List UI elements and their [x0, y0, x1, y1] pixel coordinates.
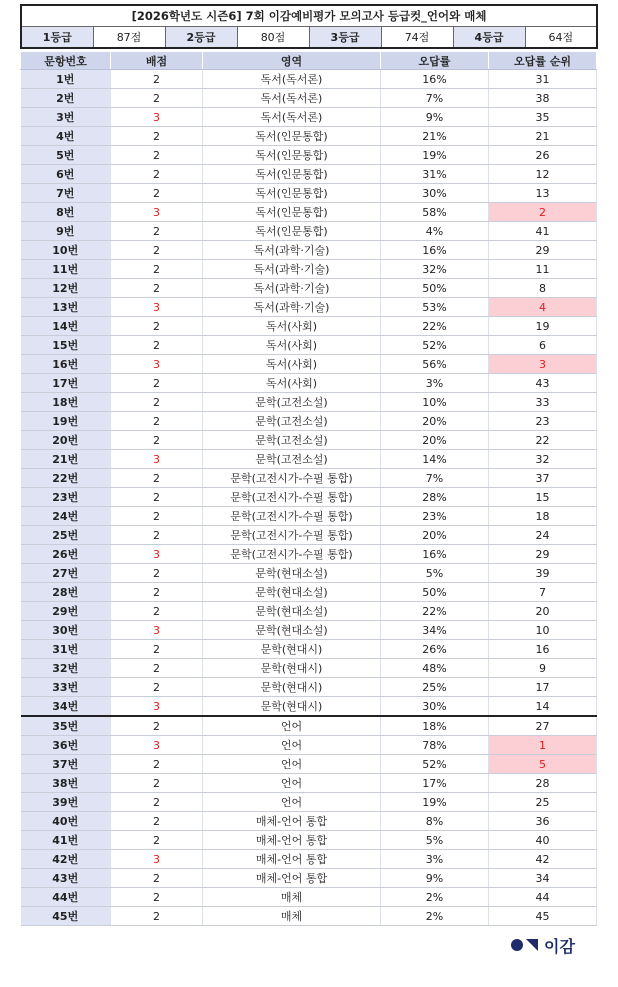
- question-number: 8번: [21, 203, 111, 222]
- error-rate-cell: 16%: [381, 70, 489, 89]
- col-header-error-rate: 오답률: [381, 52, 489, 70]
- error-rate-cell: 7%: [381, 469, 489, 488]
- table-row: [21, 374, 597, 393]
- error-rate-cell: 52%: [381, 755, 489, 774]
- table-row: [21, 298, 597, 317]
- grade-row: [21, 27, 597, 49]
- error-rank-cell: 44: [489, 888, 597, 907]
- points-cell: 2: [111, 888, 203, 907]
- error-rank-cell: 21: [489, 127, 597, 146]
- area-cell: 독서(사회): [203, 336, 381, 355]
- question-number: 3번: [21, 108, 111, 127]
- table-row: [21, 108, 597, 127]
- table-row: [21, 621, 597, 640]
- error-rate-cell: 18%: [381, 716, 489, 736]
- error-rate-cell: 53%: [381, 298, 489, 317]
- error-rank-cell: 24: [489, 526, 597, 545]
- question-number: 26번: [21, 545, 111, 564]
- error-rate-cell: 9%: [381, 108, 489, 127]
- error-rank-cell: 7: [489, 583, 597, 602]
- question-number: 23번: [21, 488, 111, 507]
- table-row: [21, 146, 597, 165]
- area-cell: 매체-언어 통합: [203, 812, 381, 831]
- points-cell: 2: [111, 755, 203, 774]
- points-cell: 2: [111, 831, 203, 850]
- area-cell: 독서(인문통합): [203, 127, 381, 146]
- table-row: [21, 602, 597, 621]
- table-row: [21, 526, 597, 545]
- error-rank-cell: 9: [489, 659, 597, 678]
- points-cell: 3: [111, 850, 203, 869]
- error-rank-cell: 25: [489, 793, 597, 812]
- question-number: 35번: [21, 716, 111, 736]
- points-cell: 2: [111, 165, 203, 184]
- question-number: 9번: [21, 222, 111, 241]
- question-number: 10번: [21, 241, 111, 260]
- area-cell: 문학(현대시): [203, 659, 381, 678]
- area-cell: 문학(현대시): [203, 697, 381, 717]
- question-number: 17번: [21, 374, 111, 393]
- points-cell: 2: [111, 774, 203, 793]
- brand-logo: [511, 933, 575, 957]
- error-rate-cell: 14%: [381, 450, 489, 469]
- table-row: [21, 241, 597, 260]
- area-cell: 매체-언어 통합: [203, 831, 381, 850]
- error-rate-cell: 4%: [381, 222, 489, 241]
- question-number: 14번: [21, 317, 111, 336]
- question-number: 41번: [21, 831, 111, 850]
- error-rank-cell: 6: [489, 336, 597, 355]
- error-rank-cell: 27: [489, 716, 597, 736]
- points-cell: 2: [111, 583, 203, 602]
- question-number: 31번: [21, 640, 111, 659]
- points-cell: 3: [111, 545, 203, 564]
- area-cell: 문학(현대소설): [203, 583, 381, 602]
- area-cell: 독서(인문통합): [203, 222, 381, 241]
- area-cell: 문학(현대시): [203, 678, 381, 697]
- table-row: [21, 583, 597, 602]
- table-row: [21, 640, 597, 659]
- error-rate-cell: 19%: [381, 793, 489, 812]
- table-row: [21, 127, 597, 146]
- question-number: 38번: [21, 774, 111, 793]
- table-row: [21, 812, 597, 831]
- error-rate-cell: 26%: [381, 640, 489, 659]
- question-number: 16번: [21, 355, 111, 374]
- question-number: 28번: [21, 583, 111, 602]
- table-row: [21, 888, 597, 907]
- error-rank-cell: 10: [489, 621, 597, 640]
- area-cell: 문학(고전시가-수필 통합): [203, 526, 381, 545]
- table-row: [21, 89, 597, 108]
- question-number: 36번: [21, 736, 111, 755]
- error-rate-cell: 19%: [381, 146, 489, 165]
- table-row: [21, 716, 597, 736]
- table-row: [21, 564, 597, 583]
- area-cell: 독서(과학·기술): [203, 241, 381, 260]
- question-number: 21번: [21, 450, 111, 469]
- error-rank-cell: 40: [489, 831, 597, 850]
- points-cell: 2: [111, 279, 203, 298]
- error-rank-cell: 4: [489, 298, 597, 317]
- area-cell: 문학(고전소설): [203, 450, 381, 469]
- question-number: 22번: [21, 469, 111, 488]
- table-row: [21, 831, 597, 850]
- error-rank-cell: 23: [489, 412, 597, 431]
- grade-label: 4등급: [453, 27, 525, 49]
- error-rate-cell: 58%: [381, 203, 489, 222]
- error-rate-cell: 5%: [381, 831, 489, 850]
- points-cell: 2: [111, 564, 203, 583]
- error-rate-cell: 48%: [381, 659, 489, 678]
- points-cell: 2: [111, 640, 203, 659]
- error-rate-cell: 28%: [381, 488, 489, 507]
- points-cell: 2: [111, 488, 203, 507]
- page-title: [2026학년도 시즌6] 7회 이감예비평가 모의고사 등급컷_언어와 매체: [21, 5, 597, 27]
- grade-score: 74점: [381, 27, 453, 49]
- error-rate-cell: 20%: [381, 526, 489, 545]
- question-number: 20번: [21, 431, 111, 450]
- question-number: 24번: [21, 507, 111, 526]
- points-cell: 3: [111, 298, 203, 317]
- error-rank-cell: 20: [489, 602, 597, 621]
- error-rank-cell: 18: [489, 507, 597, 526]
- error-rank-cell: 35: [489, 108, 597, 127]
- area-cell: 문학(고전소설): [203, 412, 381, 431]
- area-cell: 문학(현대소설): [203, 602, 381, 621]
- question-number: 13번: [21, 298, 111, 317]
- points-cell: 2: [111, 659, 203, 678]
- table-row: [21, 431, 597, 450]
- error-rank-cell: 26: [489, 146, 597, 165]
- error-rank-cell: 39: [489, 564, 597, 583]
- points-cell: 2: [111, 507, 203, 526]
- area-cell: 독서(사회): [203, 355, 381, 374]
- area-cell: 독서(사회): [203, 317, 381, 336]
- table-row: [21, 412, 597, 431]
- error-rank-cell: 45: [489, 907, 597, 926]
- error-rank-cell: 5: [489, 755, 597, 774]
- area-cell: 문학(현대시): [203, 640, 381, 659]
- points-cell: 2: [111, 869, 203, 888]
- error-rate-cell: 50%: [381, 279, 489, 298]
- error-rank-cell: 22: [489, 431, 597, 450]
- error-rank-cell: 42: [489, 850, 597, 869]
- grade-cut-header: [20, 4, 598, 49]
- error-rate-cell: 50%: [381, 583, 489, 602]
- table-row: [21, 755, 597, 774]
- points-cell: 2: [111, 336, 203, 355]
- area-cell: 문학(고전시가-수필 통합): [203, 545, 381, 564]
- error-rank-cell: 43: [489, 374, 597, 393]
- error-rate-cell: 20%: [381, 431, 489, 450]
- area-cell: 문학(고전시가-수필 통합): [203, 488, 381, 507]
- error-rate-cell: 5%: [381, 564, 489, 583]
- error-rate-cell: 3%: [381, 850, 489, 869]
- question-number: 33번: [21, 678, 111, 697]
- table-row: [21, 697, 597, 717]
- question-number: 42번: [21, 850, 111, 869]
- area-cell: 언어: [203, 774, 381, 793]
- table-row: [21, 907, 597, 926]
- col-header-area: 영역: [203, 52, 381, 70]
- question-number: 43번: [21, 869, 111, 888]
- area-cell: 독서(독서론): [203, 70, 381, 89]
- points-cell: 2: [111, 317, 203, 336]
- error-rate-cell: 7%: [381, 89, 489, 108]
- grade-label: 3등급: [309, 27, 381, 49]
- error-rate-cell: 3%: [381, 374, 489, 393]
- points-cell: 2: [111, 184, 203, 203]
- error-rate-cell: 21%: [381, 127, 489, 146]
- grade-label: 2등급: [165, 27, 237, 49]
- question-number: 30번: [21, 621, 111, 640]
- points-cell: 2: [111, 907, 203, 926]
- area-cell: 언어: [203, 716, 381, 736]
- error-rate-cell: 22%: [381, 317, 489, 336]
- table-row: [21, 203, 597, 222]
- question-number: 45번: [21, 907, 111, 926]
- question-number: 39번: [21, 793, 111, 812]
- points-cell: 2: [111, 89, 203, 108]
- table-row: [21, 659, 597, 678]
- error-rank-cell: 14: [489, 697, 597, 717]
- points-cell: 3: [111, 736, 203, 755]
- area-cell: 매체: [203, 907, 381, 926]
- error-rate-cell: 30%: [381, 184, 489, 203]
- area-cell: 언어: [203, 755, 381, 774]
- question-number: 7번: [21, 184, 111, 203]
- error-rate-cell: 10%: [381, 393, 489, 412]
- points-cell: 2: [111, 241, 203, 260]
- table-row: [21, 450, 597, 469]
- points-cell: 2: [111, 602, 203, 621]
- question-number: 37번: [21, 755, 111, 774]
- points-cell: 3: [111, 697, 203, 717]
- grade-score: 87점: [93, 27, 165, 49]
- table-row: [21, 850, 597, 869]
- error-rank-cell: 13: [489, 184, 597, 203]
- table-row: [21, 222, 597, 241]
- error-rank-cell: 29: [489, 241, 597, 260]
- error-rank-cell: 41: [489, 222, 597, 241]
- points-cell: 2: [111, 412, 203, 431]
- points-cell: 3: [111, 203, 203, 222]
- points-cell: 2: [111, 716, 203, 736]
- question-number: 6번: [21, 165, 111, 184]
- points-cell: 2: [111, 374, 203, 393]
- table-row: [21, 678, 597, 697]
- error-rate-cell: 30%: [381, 697, 489, 717]
- area-cell: 독서(인문통합): [203, 146, 381, 165]
- error-rank-cell: 38: [489, 89, 597, 108]
- error-rate-cell: 16%: [381, 241, 489, 260]
- points-cell: 2: [111, 127, 203, 146]
- area-cell: 매체-언어 통합: [203, 850, 381, 869]
- points-cell: 2: [111, 812, 203, 831]
- question-number: 12번: [21, 279, 111, 298]
- table-row: [21, 774, 597, 793]
- error-rank-cell: 33: [489, 393, 597, 412]
- question-number: 1번: [21, 70, 111, 89]
- table-row: [21, 488, 597, 507]
- points-cell: 2: [111, 431, 203, 450]
- area-cell: 독서(인문통합): [203, 184, 381, 203]
- area-cell: 문학(고전시가-수필 통합): [203, 507, 381, 526]
- error-rank-cell: 19: [489, 317, 597, 336]
- error-rank-cell: 17: [489, 678, 597, 697]
- error-rank-cell: 37: [489, 469, 597, 488]
- question-table: [20, 51, 597, 926]
- error-rate-cell: 9%: [381, 869, 489, 888]
- error-rank-cell: 31: [489, 70, 597, 89]
- area-cell: 독서(인문통합): [203, 203, 381, 222]
- points-cell: 2: [111, 678, 203, 697]
- question-number: 32번: [21, 659, 111, 678]
- area-cell: 독서(과학·기술): [203, 298, 381, 317]
- error-rate-cell: 78%: [381, 736, 489, 755]
- error-rank-cell: 34: [489, 869, 597, 888]
- points-cell: 2: [111, 469, 203, 488]
- points-cell: 3: [111, 108, 203, 127]
- area-cell: 독서(독서론): [203, 89, 381, 108]
- error-rank-cell: 15: [489, 488, 597, 507]
- error-rate-cell: 32%: [381, 260, 489, 279]
- error-rank-cell: 16: [489, 640, 597, 659]
- col-header-points: 배점: [111, 52, 203, 70]
- table-row: [21, 184, 597, 203]
- question-number: 4번: [21, 127, 111, 146]
- error-rate-cell: 22%: [381, 602, 489, 621]
- area-cell: 문학(고전소설): [203, 431, 381, 450]
- area-cell: 문학(현대소설): [203, 564, 381, 583]
- area-cell: 문학(고전소설): [203, 393, 381, 412]
- points-cell: 2: [111, 222, 203, 241]
- error-rate-cell: 17%: [381, 774, 489, 793]
- question-number: 19번: [21, 412, 111, 431]
- question-number: 25번: [21, 526, 111, 545]
- question-number: 15번: [21, 336, 111, 355]
- table-row: [21, 793, 597, 812]
- area-cell: 매체: [203, 888, 381, 907]
- table-row: [21, 736, 597, 755]
- points-cell: 2: [111, 793, 203, 812]
- table-row: [21, 545, 597, 564]
- error-rank-cell: 36: [489, 812, 597, 831]
- question-number: 29번: [21, 602, 111, 621]
- points-cell: 2: [111, 260, 203, 279]
- table-row: [21, 317, 597, 336]
- area-cell: 독서(독서론): [203, 108, 381, 127]
- logo-text: 이감: [544, 936, 575, 956]
- error-rate-cell: 56%: [381, 355, 489, 374]
- error-rate-cell: 8%: [381, 812, 489, 831]
- error-rate-cell: 20%: [381, 412, 489, 431]
- error-rate-cell: 2%: [381, 907, 489, 926]
- error-rank-cell: 32: [489, 450, 597, 469]
- grade-score: 64점: [525, 27, 597, 49]
- logo-circle-icon: [511, 939, 523, 951]
- area-cell: 언어: [203, 736, 381, 755]
- question-number: 27번: [21, 564, 111, 583]
- points-cell: 2: [111, 70, 203, 89]
- error-rank-cell: 12: [489, 165, 597, 184]
- table-row: [21, 260, 597, 279]
- table-row: [21, 70, 597, 89]
- grade-score: 80점: [237, 27, 309, 49]
- table-row: [21, 869, 597, 888]
- table-row: [21, 165, 597, 184]
- points-cell: 2: [111, 146, 203, 165]
- question-number: 2번: [21, 89, 111, 108]
- error-rate-cell: 31%: [381, 165, 489, 184]
- error-rank-cell: 11: [489, 260, 597, 279]
- points-cell: 2: [111, 526, 203, 545]
- error-rate-cell: 25%: [381, 678, 489, 697]
- error-rank-cell: 8: [489, 279, 597, 298]
- area-cell: 독서(사회): [203, 374, 381, 393]
- error-rank-cell: 2: [489, 203, 597, 222]
- error-rate-cell: 23%: [381, 507, 489, 526]
- table-header-row: [21, 52, 597, 70]
- error-rate-cell: 34%: [381, 621, 489, 640]
- area-cell: 독서(과학·기술): [203, 279, 381, 298]
- area-cell: 문학(고전시가-수필 통합): [203, 469, 381, 488]
- question-number: 44번: [21, 888, 111, 907]
- error-rank-cell: 3: [489, 355, 597, 374]
- points-cell: 3: [111, 450, 203, 469]
- table-row: [21, 336, 597, 355]
- col-header-error-rank: 오답률 순위: [489, 52, 597, 70]
- area-cell: 매체-언어 통합: [203, 869, 381, 888]
- area-cell: 독서(인문통합): [203, 165, 381, 184]
- error-rate-cell: 2%: [381, 888, 489, 907]
- points-cell: 3: [111, 621, 203, 640]
- question-number: 5번: [21, 146, 111, 165]
- error-rank-cell: 28: [489, 774, 597, 793]
- question-number: 34번: [21, 697, 111, 717]
- col-header-number: 문항번호: [21, 52, 111, 70]
- grade-label: 1등급: [21, 27, 93, 49]
- table-row: [21, 469, 597, 488]
- points-cell: 3: [111, 355, 203, 374]
- error-rank-cell: 1: [489, 736, 597, 755]
- area-cell: 독서(과학·기술): [203, 260, 381, 279]
- error-rank-cell: 29: [489, 545, 597, 564]
- question-number: 40번: [21, 812, 111, 831]
- error-rate-cell: 16%: [381, 545, 489, 564]
- area-cell: 언어: [203, 793, 381, 812]
- question-number: 11번: [21, 260, 111, 279]
- points-cell: 2: [111, 393, 203, 412]
- table-row: [21, 393, 597, 412]
- logo-triangle-icon: [526, 939, 538, 951]
- question-number: 18번: [21, 393, 111, 412]
- error-rate-cell: 52%: [381, 336, 489, 355]
- area-cell: 문학(현대소설): [203, 621, 381, 640]
- table-row: [21, 507, 597, 526]
- table-row: [21, 279, 597, 298]
- table-row: [21, 355, 597, 374]
